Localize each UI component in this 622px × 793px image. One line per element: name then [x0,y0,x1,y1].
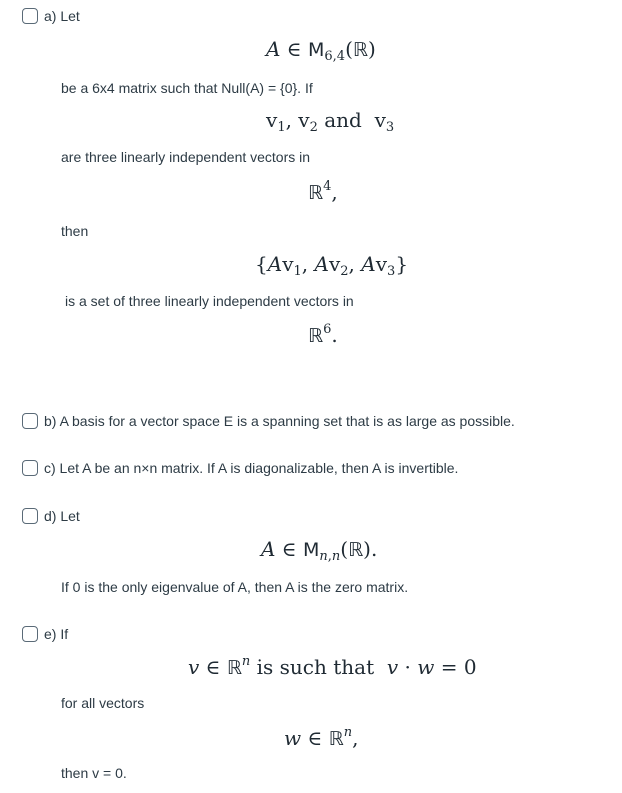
checkbox-c[interactable] [22,460,38,476]
option-e-line2: then v = 0. [61,765,127,781]
math-vectors: $v_1$, $v_2$ and $v_3$ [266,108,395,135]
option-d-line1: If 0 is the only eigenvalue of A, then A is the zero matrix. [61,579,409,595]
math-w-in-rn: w ∈ ℝ$^n$, [284,725,359,750]
checkbox-b[interactable] [22,413,38,429]
option-a-line4: is a set of three linearly independent vectors in [65,293,354,309]
math-image-set: {$Av_1$, $Av_2$, $Av_3$} [255,252,409,279]
option-a-line3: then [61,223,89,239]
math-is-such-that: is such that [256,655,375,679]
checkbox-d[interactable] [22,508,38,524]
option-a-label: a) Let [44,8,80,24]
checkbox-a[interactable] [22,8,38,24]
math-r4: ℝ$^4$, [308,179,338,204]
option-a-line1: be a 6x4 matrix such that Null(A) = {0}. If [61,80,313,96]
reals-symbol: ℝ [352,39,368,61]
math-dot-product: v ∈ ℝ$^n$ is such that v · w = 0 [188,654,477,679]
math-square-matrix: A ∈ $M_{n,n}(ℝ)$. [261,537,378,564]
option-d-label: d) Let [44,508,80,524]
option-c-label: c) Let A be an n×n matrix. If A is diagonalizable, then A is invertible. [44,460,459,476]
option-e-line1: for all vectors [61,695,145,711]
math-matrix-space: A ∈ $M_{6,4}(ℝ)$ [266,37,376,64]
math-dims: 6,4 [324,49,346,64]
option-a-line2: are three linearly independent vectors in [61,149,311,165]
option-b-label: b) A basis for a vector space E is a spanning set that is as large as possible. [44,413,515,429]
checkbox-e[interactable] [22,626,38,642]
math-r6: ℝ$^6$. [308,322,338,347]
option-e-label: e) If [44,626,69,642]
math-set-symbol: M [307,39,325,61]
math-and: and [324,108,362,132]
